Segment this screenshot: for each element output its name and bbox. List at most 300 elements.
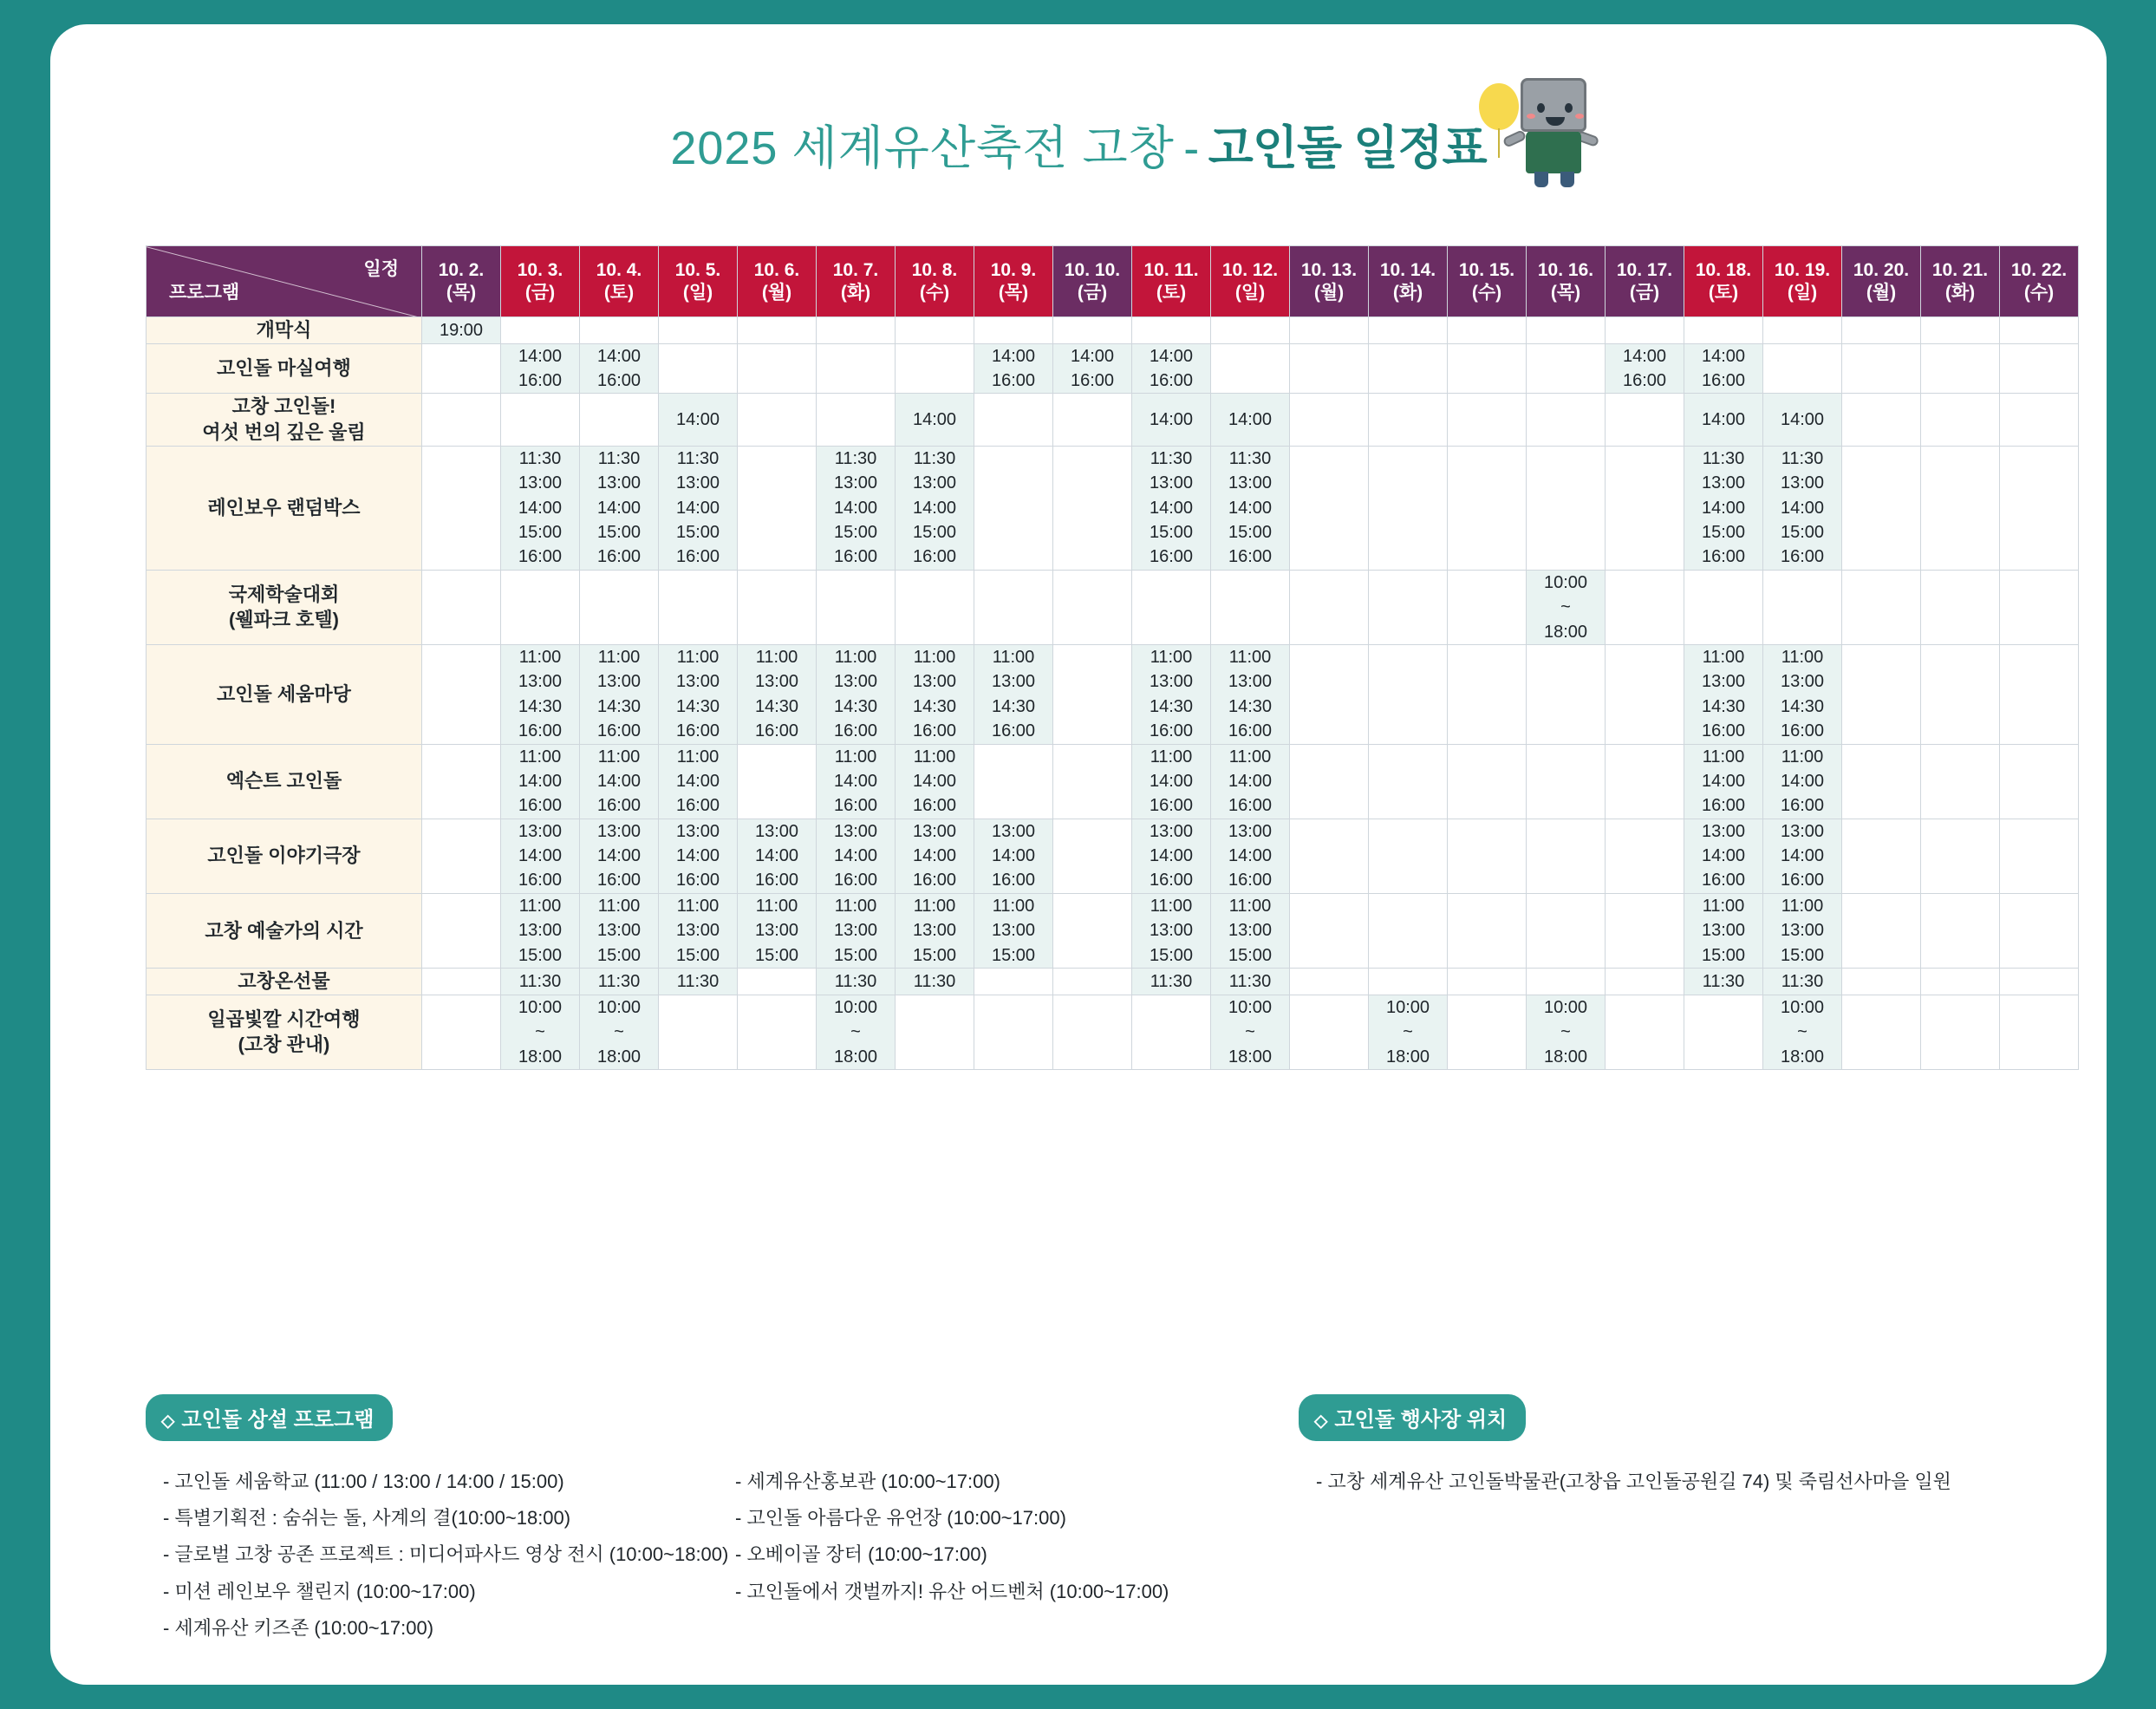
time-entry: 16:00 xyxy=(1228,796,1273,816)
schedule-cell-r4c5 xyxy=(738,446,817,570)
time-entry: 11:00 xyxy=(518,747,562,766)
time-list xyxy=(659,819,737,893)
mascot-body xyxy=(1526,130,1581,173)
page-title xyxy=(50,111,2107,178)
date-header-9 xyxy=(1053,246,1132,317)
date-number: 10. 12. xyxy=(1221,259,1279,280)
time-entry: 14:00 xyxy=(675,846,720,866)
time-entry: 13:00 xyxy=(1701,473,1746,493)
time-entry: 14:00 xyxy=(991,846,1036,866)
permanent-program-item-4: - 미션 레인보우 챌린지 (10:00~17:00) xyxy=(163,1580,476,1602)
schedule-cell-r6c18 xyxy=(1763,644,1842,744)
time-entry: 16:00 xyxy=(754,871,799,890)
schedule-cell-r10c9 xyxy=(1053,969,1132,995)
permanent-program-item-3: - 글로벌 고창 공존 프로젝트 : 미디어파사드 영상 전시 (10:00~18:00) xyxy=(163,1543,729,1566)
time-entry: 14:00 xyxy=(912,846,957,866)
schedule-cell-r9c1 xyxy=(422,893,501,968)
time-list xyxy=(1132,344,1210,394)
time-entry: 18:00 xyxy=(833,1047,878,1066)
schedule-cell-r8c2 xyxy=(501,819,580,893)
time-entry: 13:00 xyxy=(1149,473,1194,493)
schedule-cell-r7c18 xyxy=(1763,744,1842,819)
date-number: 10. 14. xyxy=(1379,259,1436,280)
time-entry: 16:00 xyxy=(1149,371,1194,391)
time-entry: 19:00 xyxy=(439,320,484,340)
schedule-cell-r3c8 xyxy=(974,394,1053,446)
schedule-cell-r2c1 xyxy=(422,343,501,394)
schedule-cell-r1c9 xyxy=(1053,317,1132,344)
time-entry: 11:00 xyxy=(755,896,798,916)
date-weekday: (월) xyxy=(1313,282,1345,303)
time-list xyxy=(1211,645,1289,744)
schedule-cell-r7c6 xyxy=(817,744,896,819)
schedule-cell-r5c12 xyxy=(1290,570,1369,644)
time-entry: 13:00 xyxy=(1228,821,1273,841)
date-header-19 xyxy=(1842,246,1921,317)
time-entry: 13:00 xyxy=(675,921,720,941)
time-entry: 11:00 xyxy=(518,896,562,916)
time-entry: 16:00 xyxy=(912,721,957,741)
time-entry: 14:00 xyxy=(518,846,563,866)
schedule-cell-r7c3 xyxy=(580,744,659,819)
schedule-cell-r7c8 xyxy=(974,744,1053,819)
time-list xyxy=(1763,447,1841,570)
schedule-cell-r3c3 xyxy=(580,394,659,446)
date-weekday: (월) xyxy=(1866,282,1897,303)
time-entry: 14:00 xyxy=(754,846,799,866)
date-number: 10. 19. xyxy=(1774,259,1831,280)
time-entry: 16:00 xyxy=(833,721,878,741)
time-entry: 18:00 xyxy=(1385,1047,1430,1066)
program-name-line: 여섯 번의 깊은 울림 xyxy=(202,421,366,444)
schedule-cell-r4c15 xyxy=(1527,446,1606,570)
time-entry: 11:00 xyxy=(676,647,720,667)
time-entry: 13:00 xyxy=(833,821,878,841)
date-number: 10. 4. xyxy=(596,259,642,280)
time-list xyxy=(659,447,737,570)
time-entry: 14:00 xyxy=(833,846,878,866)
date-number: 10. 22. xyxy=(2010,259,2068,280)
schedule-cell-r3c19 xyxy=(1842,394,1921,446)
date-number: 10. 16. xyxy=(1537,259,1594,280)
schedule-cell-r6c16 xyxy=(1606,644,1684,744)
schedule-cell-r5c7 xyxy=(896,570,974,644)
schedule-cell-r9c16 xyxy=(1606,893,1684,968)
permanent-program-item-1: - 고인돌 세움학교 (11:00 / 13:00 / 14:00 / 15:00) xyxy=(163,1471,564,1492)
date-number: 10. 8. xyxy=(911,259,958,280)
time-entry: 10:00 xyxy=(833,997,878,1017)
date-header-11 xyxy=(1211,246,1290,317)
time-entry: 14:00 xyxy=(1780,771,1825,791)
time-entry: 15:00 xyxy=(1149,523,1194,543)
time-entry: 14:00 xyxy=(1622,346,1667,366)
schedule-cell-r10c7 xyxy=(896,969,974,995)
time-entry: 13:00 xyxy=(675,821,720,841)
schedule-cell-r2c3 xyxy=(580,343,659,394)
program-name-line: 개막식 xyxy=(256,319,312,341)
program-name-cell xyxy=(147,744,422,819)
schedule-cell-r7c13 xyxy=(1369,744,1448,819)
time-entry: 14:00 xyxy=(596,846,642,866)
time-entry: 15:00 xyxy=(912,945,957,965)
schedule-cell-r5c14 xyxy=(1448,570,1527,644)
schedule-cell-r1c10 xyxy=(1132,317,1211,344)
date-weekday: (목) xyxy=(1550,282,1581,303)
schedule-cell-r10c19 xyxy=(1842,969,1921,995)
time-entry: 13:00 xyxy=(754,672,799,692)
time-entry: 11:30 xyxy=(1228,448,1272,468)
schedule-cell-r5c6 xyxy=(817,570,896,644)
schedule-cell-r6c13 xyxy=(1369,644,1448,744)
schedule-cell-r1c6 xyxy=(817,317,896,344)
schedule-cell-r4c13 xyxy=(1369,446,1448,570)
time-list xyxy=(580,995,658,1069)
table-row xyxy=(147,819,2079,893)
program-name-cell xyxy=(147,317,422,344)
date-weekday: (화) xyxy=(1944,282,1976,303)
date-number: 10. 13. xyxy=(1300,259,1358,280)
time-entry: 11:30 xyxy=(1702,971,1745,991)
permanent-program-item-2: - 특별기획전 : 숨쉬는 돌, 사계의 결(10:00~18:00) xyxy=(163,1507,571,1530)
diamond-icon-2: ◇ xyxy=(1314,1412,1328,1431)
date-number: 10. 10. xyxy=(1064,259,1121,280)
schedule-cell-r4c19 xyxy=(1842,446,1921,570)
program-name-line: 고인돌 세움마당 xyxy=(217,682,351,705)
time-entry: 16:00 xyxy=(596,721,642,741)
time-entry: 16:00 xyxy=(1149,547,1194,567)
time-list xyxy=(1132,894,1210,968)
schedule-cell-r5c2 xyxy=(501,570,580,644)
schedule-cell-r9c12 xyxy=(1290,893,1369,968)
venue-badge-label: 고인돌 행사장 위치 xyxy=(1334,1408,1508,1432)
time-entry: 16:00 xyxy=(518,796,563,816)
schedule-cell-r2c2 xyxy=(501,343,580,394)
time-entry: 11:30 xyxy=(597,971,641,991)
balloon-icon xyxy=(1479,83,1519,130)
schedule-cell-r7c15 xyxy=(1527,744,1606,819)
time-entry: 11:30 xyxy=(676,448,720,468)
time-entry: 11:00 xyxy=(597,747,641,766)
schedule-cell-r11c7 xyxy=(896,995,974,1069)
time-entry: 13:00 xyxy=(833,473,878,493)
mascot-character-icon xyxy=(1472,76,1619,189)
time-entry: 14:00 xyxy=(1228,498,1273,518)
schedule-cell-r9c7 xyxy=(896,893,974,968)
date-number: 10. 11. xyxy=(1143,259,1199,280)
date-weekday: (금) xyxy=(524,282,556,303)
time-entry: 11:30 xyxy=(834,448,877,468)
schedule-cell-r1c1 xyxy=(422,317,501,344)
schedule-cell-r3c1 xyxy=(422,394,501,446)
date-weekday: (토) xyxy=(1708,282,1739,303)
schedule-cell-r3c6 xyxy=(817,394,896,446)
schedule-cell-r8c19 xyxy=(1842,819,1921,893)
corner-date-label: 일정 xyxy=(363,259,399,279)
time-entry: 13:00 xyxy=(1780,672,1825,692)
schedule-cell-r2c8 xyxy=(974,343,1053,394)
time-entry: 11:00 xyxy=(1150,647,1193,667)
schedule-cell-r1c19 xyxy=(1842,317,1921,344)
date-weekday: (수) xyxy=(919,282,950,303)
program-name-line: 고인돌 마실여행 xyxy=(217,357,351,380)
time-entry: 18:00 xyxy=(596,1047,642,1066)
schedule-cell-r10c13 xyxy=(1369,969,1448,995)
time-entry: 11:30 xyxy=(1150,448,1193,468)
schedule-cell-r3c13 xyxy=(1369,394,1448,446)
time-entry: 11:00 xyxy=(597,896,641,916)
schedule-cell-r10c12 xyxy=(1290,969,1369,995)
schedule-cell-r8c13 xyxy=(1369,819,1448,893)
time-entry: 14:30 xyxy=(991,696,1036,716)
time-list xyxy=(1763,969,1841,994)
schedule-cell-r2c17 xyxy=(1684,343,1763,394)
time-entry: 15:00 xyxy=(912,523,957,543)
schedule-cell-r11c4 xyxy=(659,995,738,1069)
title-separator: - xyxy=(1183,122,1200,174)
time-list xyxy=(1763,745,1841,819)
schedule-cell-r7c1 xyxy=(422,744,501,819)
schedule-cell-r3c9 xyxy=(1053,394,1132,446)
time-list xyxy=(1684,447,1762,570)
schedule-cell-r2c5 xyxy=(738,343,817,394)
schedule-cell-r5c11 xyxy=(1211,570,1290,644)
schedule-cell-r6c11 xyxy=(1211,644,1290,744)
time-list xyxy=(1211,969,1289,994)
table-row xyxy=(147,570,2079,644)
time-entry: 10:00 xyxy=(1228,997,1273,1017)
time-entry: 13:00 xyxy=(596,473,642,493)
schedule-cell-r4c20 xyxy=(1921,446,2000,570)
schedule-cell-r6c1 xyxy=(422,644,501,744)
schedule-cell-r11c19 xyxy=(1842,995,1921,1069)
time-entry: 13:00 xyxy=(991,821,1036,841)
diamond-icon: ◇ xyxy=(161,1412,175,1431)
schedule-cell-r10c3 xyxy=(580,969,659,995)
time-entry: 16:00 xyxy=(912,796,957,816)
schedule-cell-r9c5 xyxy=(738,893,817,968)
schedule-cell-r1c20 xyxy=(1921,317,2000,344)
schedule-cell-r7c21 xyxy=(2000,744,2079,819)
time-entry: 15:00 xyxy=(991,945,1036,965)
time-entry: 11:00 xyxy=(755,647,798,667)
schedule-cell-r7c11 xyxy=(1211,744,1290,819)
date-number: 10. 3. xyxy=(517,259,563,280)
time-list xyxy=(1527,995,1605,1069)
schedule-cell-r4c6 xyxy=(817,446,896,570)
date-header-20 xyxy=(1921,246,2000,317)
schedule-cell-r8c14 xyxy=(1448,819,1527,893)
time-entry: 10:00 xyxy=(596,997,642,1017)
mascot-arm-left xyxy=(1502,129,1527,148)
time-entry: 14:30 xyxy=(675,696,720,716)
schedule-cell-r8c10 xyxy=(1132,819,1211,893)
time-list xyxy=(580,645,658,744)
time-list xyxy=(1684,745,1762,819)
corner-program-label: 프로그램 xyxy=(169,283,240,303)
time-entry: 14:30 xyxy=(833,696,878,716)
time-entry: 11:00 xyxy=(834,747,877,766)
schedule-cell-r5c20 xyxy=(1921,570,2000,644)
schedule-cell-r3c21 xyxy=(2000,394,2079,446)
time-list xyxy=(1763,408,1841,432)
schedule-cell-r4c1 xyxy=(422,446,501,570)
date-header-6 xyxy=(817,246,896,317)
permanent-programs-badge xyxy=(146,1394,393,1441)
schedule-cell-r8c20 xyxy=(1921,819,2000,893)
time-entry: 10:00 xyxy=(518,997,563,1017)
permanent-programs-list-b xyxy=(735,1464,1273,1610)
time-entry: 16:00 xyxy=(1701,721,1746,741)
schedule-cell-r4c8 xyxy=(974,446,1053,570)
schedule-cell-r11c1 xyxy=(422,995,501,1069)
time-list xyxy=(817,745,895,819)
time-entry: 14:00 xyxy=(1149,771,1194,791)
date-weekday: (일) xyxy=(682,282,713,303)
time-list xyxy=(1132,819,1210,893)
schedule-cell-r2c7 xyxy=(896,343,974,394)
schedule-cell-r5c3 xyxy=(580,570,659,644)
schedule-cell-r2c12 xyxy=(1290,343,1369,394)
time-entry: 14:00 xyxy=(991,346,1036,366)
schedule-cell-r1c14 xyxy=(1448,317,1527,344)
time-entry: 13:00 xyxy=(1780,473,1825,493)
time-list xyxy=(501,344,579,394)
time-list xyxy=(974,645,1052,744)
schedule-cell-r1c7 xyxy=(896,317,974,344)
time-list xyxy=(974,894,1052,968)
time-list xyxy=(817,995,895,1069)
schedule-cell-r5c13 xyxy=(1369,570,1448,644)
program-name-line: 고창 고인돌! xyxy=(231,395,336,418)
time-entry: 16:00 xyxy=(1701,796,1746,816)
time-entry: 16:00 xyxy=(991,871,1036,890)
schedule-cell-r10c11 xyxy=(1211,969,1290,995)
date-header-4 xyxy=(659,246,738,317)
schedule-cell-r8c12 xyxy=(1290,819,1369,893)
date-header-5 xyxy=(738,246,817,317)
time-entry: 14:00 xyxy=(912,498,957,518)
program-name-line: (고창 관내) xyxy=(238,1034,330,1056)
time-entry: 14:00 xyxy=(596,346,642,366)
date-number: 10. 20. xyxy=(1853,259,1910,280)
schedule-cell-r8c9 xyxy=(1053,819,1132,893)
time-entry: 13:00 xyxy=(675,672,720,692)
time-entry: 11:00 xyxy=(834,647,877,667)
schedule-cell-r8c1 xyxy=(422,819,501,893)
time-entry: 16:00 xyxy=(1149,871,1194,890)
time-entry: 18:00 xyxy=(1780,1047,1825,1066)
date-weekday: (화) xyxy=(840,282,871,303)
table-row xyxy=(147,394,2079,446)
time-entry: 16:00 xyxy=(596,796,642,816)
time-entry: 11:30 xyxy=(1150,971,1193,991)
schedule-cell-r8c6 xyxy=(817,819,896,893)
schedule-cell-r1c21 xyxy=(2000,317,2079,344)
schedule-cell-r11c20 xyxy=(1921,995,2000,1069)
schedule-cell-r6c8 xyxy=(974,644,1053,744)
schedule-cell-r1c18 xyxy=(1763,317,1842,344)
schedule-cell-r8c8 xyxy=(974,819,1053,893)
time-list xyxy=(1369,995,1447,1069)
schedule-cell-r2c9 xyxy=(1053,343,1132,394)
program-name-cell xyxy=(147,570,422,644)
time-entry: 15:00 xyxy=(833,945,878,965)
table-row xyxy=(147,995,2079,1069)
time-entry: 15:00 xyxy=(1701,523,1746,543)
schedule-cell-r11c2 xyxy=(501,995,580,1069)
schedule-cell-r2c4 xyxy=(659,343,738,394)
time-entry: 14:00 xyxy=(675,498,720,518)
time-list xyxy=(896,819,974,893)
time-list xyxy=(738,819,816,893)
time-list xyxy=(659,969,737,994)
date-number: 10. 7. xyxy=(832,259,879,280)
schedule-cell-r10c18 xyxy=(1763,969,1842,995)
time-list xyxy=(580,894,658,968)
time-entry: 15:00 xyxy=(1228,945,1273,965)
time-entry: 16:00 xyxy=(1780,871,1825,890)
schedule-cell-r6c3 xyxy=(580,644,659,744)
time-entry: 15:00 xyxy=(675,945,720,965)
date-header-8 xyxy=(974,246,1053,317)
time-list xyxy=(1211,447,1289,570)
schedule-cell-r8c21 xyxy=(2000,819,2079,893)
time-entry: 15:00 xyxy=(518,523,563,543)
schedule-cell-r3c17 xyxy=(1684,394,1763,446)
time-entry: 15:00 xyxy=(833,523,878,543)
schedule-cell-r6c14 xyxy=(1448,644,1527,744)
date-header-14 xyxy=(1448,246,1527,317)
time-entry: 14:00 xyxy=(596,498,642,518)
schedule-cell-r7c7 xyxy=(896,744,974,819)
schedule-cell-r1c11 xyxy=(1211,317,1290,344)
schedule-cell-r3c16 xyxy=(1606,394,1684,446)
time-entry: 14:00 xyxy=(912,771,957,791)
date-header-12 xyxy=(1290,246,1369,317)
schedule-cell-r5c5 xyxy=(738,570,817,644)
date-header-2 xyxy=(501,246,580,317)
time-list xyxy=(1211,894,1289,968)
time-entry: 11:30 xyxy=(597,448,641,468)
time-entry: ~ xyxy=(1797,1022,1808,1042)
schedule-cell-r11c16 xyxy=(1606,995,1684,1069)
schedule-cell-r2c13 xyxy=(1369,343,1448,394)
time-list xyxy=(896,969,974,994)
time-entry: 10:00 xyxy=(1385,997,1430,1017)
date-weekday: (수) xyxy=(1471,282,1502,303)
time-list xyxy=(659,745,737,819)
time-entry: 16:00 xyxy=(1701,871,1746,890)
time-entry: 11:00 xyxy=(518,647,562,667)
schedule-cell-r3c12 xyxy=(1290,394,1369,446)
time-entry: 16:00 xyxy=(1780,796,1825,816)
time-entry: 16:00 xyxy=(1780,721,1825,741)
time-entry: 13:00 xyxy=(596,921,642,941)
time-entry: 15:00 xyxy=(675,523,720,543)
program-name-line: (웰파크 호텔) xyxy=(228,609,340,631)
time-entry: 15:00 xyxy=(596,945,642,965)
date-header-1 xyxy=(422,246,501,317)
schedule-cell-r9c13 xyxy=(1369,893,1448,968)
time-entry: 11:30 xyxy=(518,448,562,468)
schedule-cell-r11c12 xyxy=(1290,995,1369,1069)
schedule-cell-r7c5 xyxy=(738,744,817,819)
schedule-cell-r6c4 xyxy=(659,644,738,744)
time-list xyxy=(817,894,895,968)
time-entry: 13:00 xyxy=(1701,672,1746,692)
schedule-cell-r9c4 xyxy=(659,893,738,968)
time-entry: 14:00 xyxy=(1780,846,1825,866)
